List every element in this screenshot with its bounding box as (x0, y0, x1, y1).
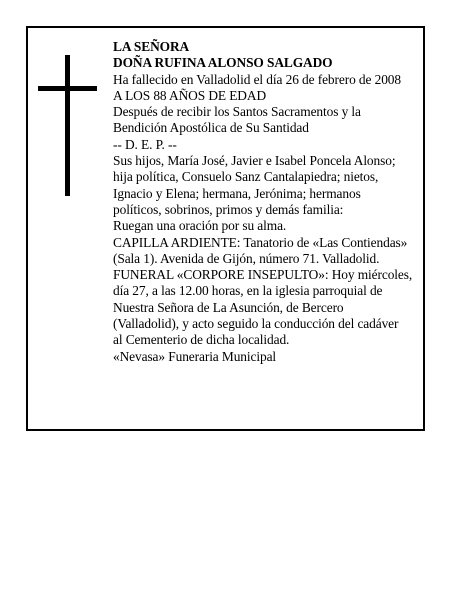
family-line: Sus hijos, María José, Javier e Isabel Poncela Alonso; (113, 153, 396, 169)
chapel-line: (Sala 1). Avenida de Gijón, número 71. Valladolid. (113, 250, 380, 266)
funeral-line: Nuestra Señora de La Asunción, de Bercero (113, 299, 344, 315)
cross-vertical-bar (65, 55, 70, 196)
funeral-line: al Cementerio de dicha localidad. (113, 332, 290, 348)
funeral-home: «Nevasa» Funeraria Municipal (113, 348, 277, 364)
obituary-text (113, 39, 425, 365)
cross-horizontal-bar (38, 86, 97, 91)
funeral-line: (Valladolid), y acto seguido la conducción del cadáver (113, 316, 399, 332)
funeral-line: FUNERAL «CORPORE INSEPULTO»: Hoy miércoles, (113, 267, 413, 283)
family-line: políticos, sobrinos, primos y demás familia: (113, 201, 344, 217)
deceased-name: DOÑA RUFINA ALONSO SALGADO (113, 55, 333, 71)
chapel-line: CAPILLA ARDIENTE: Tanatorio de «Las Contiendas» (113, 234, 408, 250)
prayer-request: Ruegan una oración por su alma. (113, 218, 287, 234)
age-statement: A LOS 88 AÑOS DE EDAD (113, 87, 267, 103)
death-statement: Ha fallecido en Valladolid el día 26 de febrero de 2008 (113, 71, 401, 87)
family-line: Ignacio y Elena; hermana, Jerónima; hermanos (113, 185, 361, 201)
rip-line: -- D. E. P. -- (113, 136, 177, 152)
sacraments-line: Después de recibir los Santos Sacramentos y la (113, 104, 361, 120)
title-line: LA SEÑORA (113, 39, 190, 54)
sacraments-line: Bendición Apostólica de Su Santidad (113, 120, 309, 136)
funeral-line: día 27, a las 12.00 horas, en la iglesia parroquial de (113, 283, 383, 299)
family-line: hija política, Consuelo Sanz Cantalapiedra; nietos, (113, 169, 379, 185)
